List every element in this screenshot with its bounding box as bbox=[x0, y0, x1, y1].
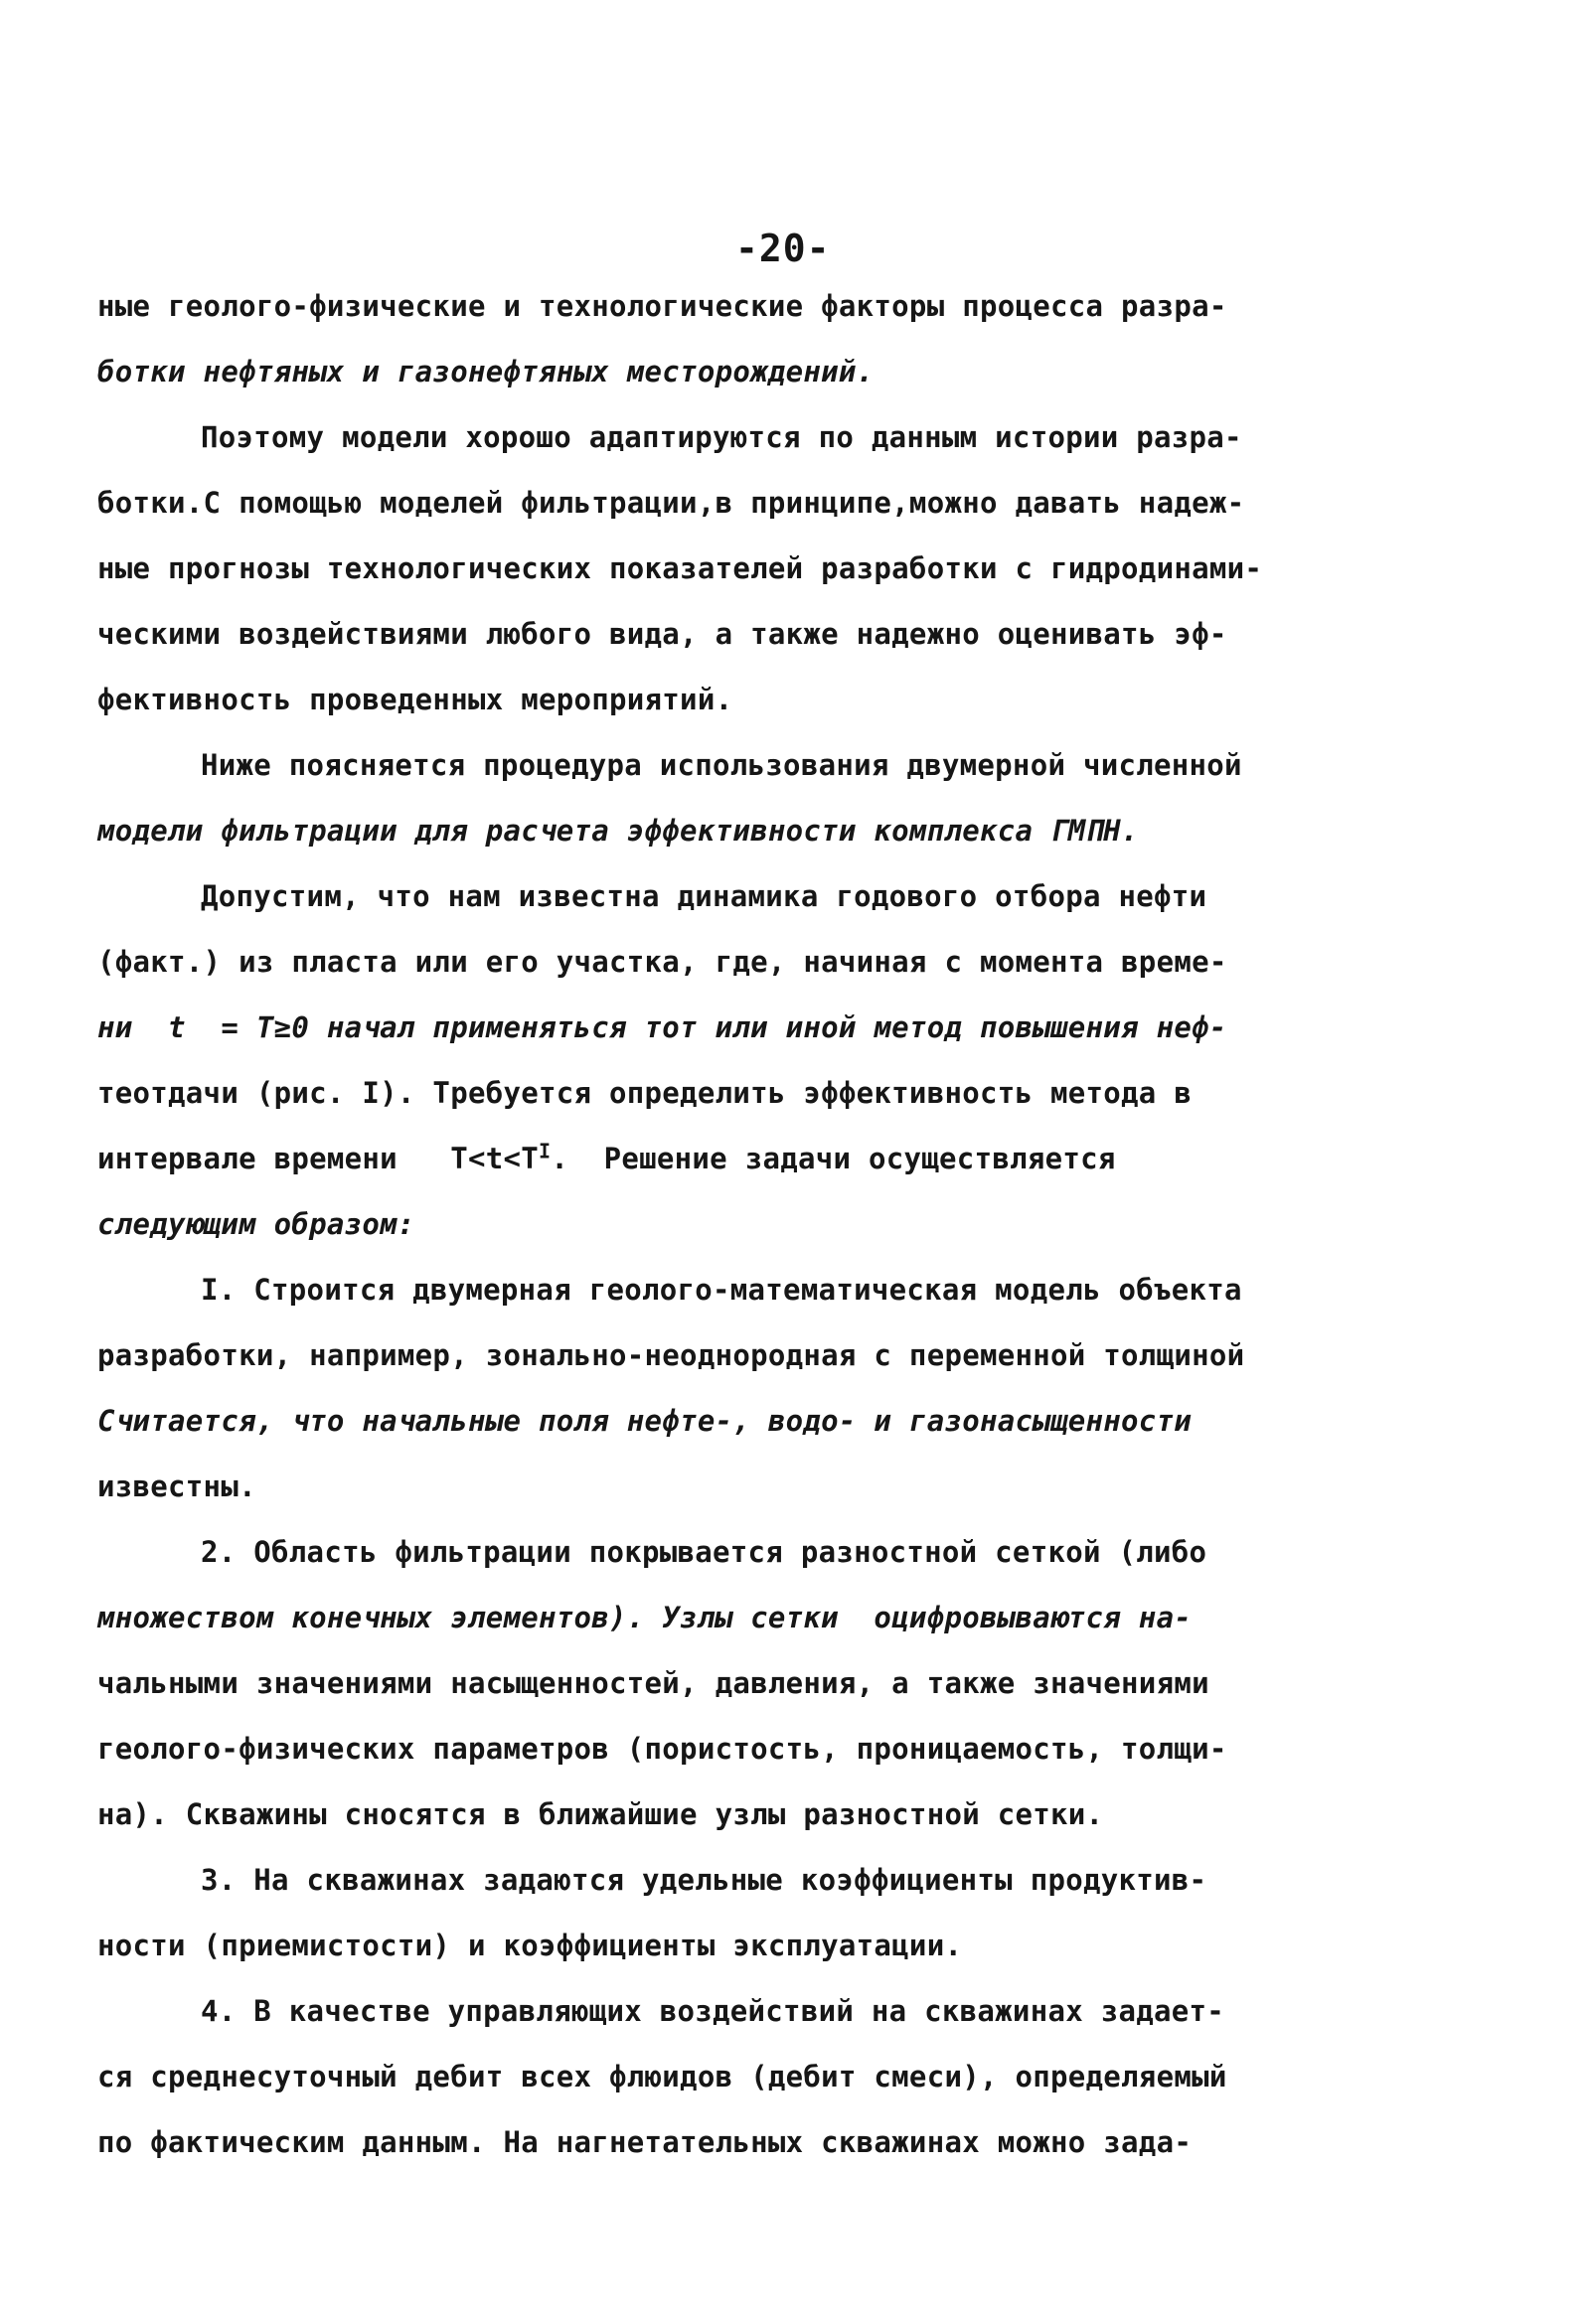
text-line bbox=[97, 1782, 1429, 1847]
text-line-content: ности (приемистости) и коэффициенты эксплуатации. bbox=[97, 1929, 963, 1962]
text-line bbox=[97, 1716, 1429, 1782]
text-line bbox=[97, 732, 1429, 798]
text-line-content: 3. На скважинах задаются удельные коэффициенты продуктив- bbox=[201, 1863, 1207, 1897]
text-line bbox=[97, 1322, 1429, 1388]
text-line bbox=[97, 1257, 1429, 1322]
text-line bbox=[97, 1585, 1429, 1650]
text-line bbox=[97, 273, 1429, 339]
text-line-content: Ниже поясняется процедура использования двумерной численной bbox=[201, 748, 1242, 782]
text-line-content: по фактическим данным. На нагнетательных скважинах можно зада- bbox=[97, 2125, 1193, 2159]
text-line bbox=[97, 1388, 1429, 1454]
text-line-content: теотдачи (рис. I). Требуется определить эффективность метода в bbox=[97, 1076, 1193, 1110]
text-line-content: разработки, например, зонально-неоднородная с переменной толщиной bbox=[97, 1338, 1245, 1372]
text-line-content: (факт.) из пласта или его участка, где, начиная с момента време- bbox=[97, 945, 1227, 979]
text-line bbox=[97, 929, 1429, 995]
text-line bbox=[97, 667, 1429, 732]
superscript: I bbox=[539, 1139, 552, 1163]
text-line-content: на). Скважины сносятся в ближайшие узлы разностной сетки. bbox=[97, 1797, 1104, 1831]
text-line-content: I. Строится двумерная геолого-математическая модель объекта bbox=[201, 1273, 1242, 1307]
text-line-content: геолого-физических параметров (пористость, проницаемость, толщи- bbox=[97, 1732, 1227, 1766]
text-line bbox=[97, 601, 1429, 667]
text-line-tail: . Решение задачи осуществляется bbox=[551, 1142, 1116, 1175]
text-line bbox=[97, 404, 1429, 470]
text-line-content: чальными значениями насыщенностей, давления, а также значениями bbox=[97, 1666, 1209, 1700]
text-line-content: Допустим, что нам известна динамика годового отбора нефти bbox=[201, 879, 1207, 913]
text-line bbox=[97, 1454, 1429, 1519]
text-line bbox=[97, 1519, 1429, 1585]
text-line-content: ни t = T≥0 начал применяться тот или иной метод повышения неф- bbox=[97, 1010, 1227, 1044]
text-line-content: ные прогнозы технологических показателей разработки с гидродинами- bbox=[97, 551, 1263, 585]
text-line bbox=[97, 339, 1429, 404]
text-line bbox=[97, 470, 1429, 536]
text-line-content: ботки нефтяных и газонефтяных месторождений. bbox=[97, 355, 875, 388]
text-line-content: 4. В качестве управляющих воздействий на скважинах задает- bbox=[201, 1994, 1225, 2028]
text-line-content: 2. Область фильтрации покрывается разностной сеткой (либо bbox=[201, 1535, 1207, 1569]
text-line-content: ся среднесуточный дебит всех флюидов (дебит смеси), определяемый bbox=[97, 2060, 1227, 2093]
text-line bbox=[97, 1978, 1429, 2044]
text-line-content: модели фильтрации для расчета эффективности комплекса ГМПН. bbox=[97, 814, 1139, 848]
text-line-content: известны. bbox=[97, 1470, 256, 1503]
text-line bbox=[97, 1060, 1429, 1126]
text-line-content: следующим образом: bbox=[97, 1207, 415, 1241]
text-line-content: фективность проведенных мероприятий. bbox=[97, 683, 733, 716]
text-line bbox=[97, 1126, 1429, 1191]
text-line-content: интервале времени T<t<T bbox=[97, 1142, 539, 1175]
text-line-content: ботки.С помощью моделей фильтрации,в принципе,можно давать надеж- bbox=[97, 486, 1245, 520]
text-line bbox=[97, 1913, 1429, 1978]
text-line bbox=[97, 995, 1429, 1060]
text-line-content: Считается, что начальные поля нефте-, водо- и газонасыщенности bbox=[97, 1404, 1193, 1438]
text-line bbox=[97, 1650, 1429, 1716]
body-text bbox=[97, 273, 1429, 2175]
text-line bbox=[97, 2109, 1429, 2175]
text-line bbox=[97, 536, 1429, 601]
text-line bbox=[97, 863, 1429, 929]
text-line bbox=[97, 2044, 1429, 2109]
text-line-content: множеством конечных элементов). Узлы сетки оцифровываются на- bbox=[97, 1601, 1193, 1634]
page-number: -20- bbox=[735, 227, 831, 270]
text-line-content: Поэтому модели хорошо адаптируются по данным истории разра- bbox=[201, 420, 1242, 454]
text-line bbox=[97, 1847, 1429, 1913]
text-line-content: ческими воздействиями любого вида, а также надежно оценивать эф- bbox=[97, 617, 1227, 651]
text-line bbox=[97, 1191, 1429, 1257]
text-line bbox=[97, 798, 1429, 863]
text-line-content: ные геолого-физические и технологические факторы процесса разра- bbox=[97, 289, 1227, 323]
